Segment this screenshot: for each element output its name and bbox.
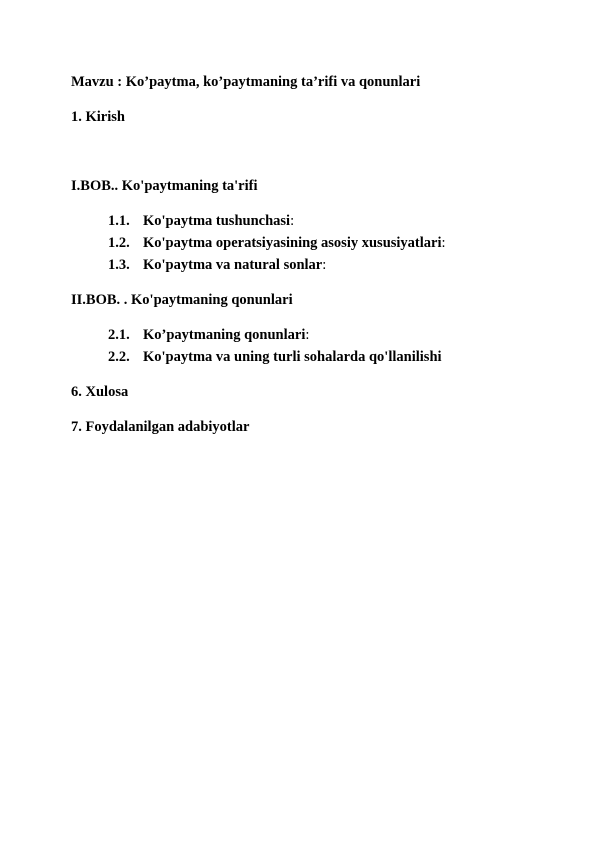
toc-item-1-2 — [108, 234, 446, 252]
toc-item-number: 1.3. — [108, 257, 130, 273]
toc-item-suffix: : — [290, 213, 295, 229]
chapter-1-heading: I.BOB.. Ko'paytmaning ta'rifi — [71, 178, 258, 194]
toc-item-text: Ko'paytma tushunchasi — [143, 213, 291, 229]
toc-item-2-1 — [108, 326, 309, 344]
toc-item-number: 1.2. — [108, 235, 130, 251]
toc-item-text: Ko’paytmaning qonunlari — [143, 327, 306, 343]
toc-item-number: 1.1. — [108, 213, 130, 229]
toc-item-suffix: : — [322, 257, 327, 273]
document-title: Mavzu : Ko’paytma, ko’paytmaning ta’rifi va qonunlari — [71, 74, 421, 90]
toc-item-1-3 — [108, 256, 326, 274]
section-intro: 1. Kirish — [71, 109, 125, 125]
section-conclusion: 6. Xulosa — [71, 384, 129, 400]
chapter-2-heading: II.BOB. . Ko'paytmaning qonunlari — [71, 292, 293, 308]
section-references: 7. Foydalanilgan adabiyotlar — [71, 419, 250, 435]
toc-item-suffix: : — [441, 235, 446, 251]
toc-item-suffix: : — [305, 327, 310, 343]
toc-item-text: Ko'paytma va natural sonlar — [143, 257, 323, 273]
toc-item-text: Ko'paytma va uning turli sohalarda qo'llanilishi — [143, 349, 442, 365]
toc-item-text: Ko'paytma operatsiyasining asosiy xususiyatlari — [143, 235, 442, 251]
toc-item-1-1 — [108, 212, 294, 230]
toc-item-2-2 — [108, 348, 442, 366]
toc-item-number: 2.2. — [108, 349, 130, 365]
toc-item-number: 2.1. — [108, 327, 130, 343]
